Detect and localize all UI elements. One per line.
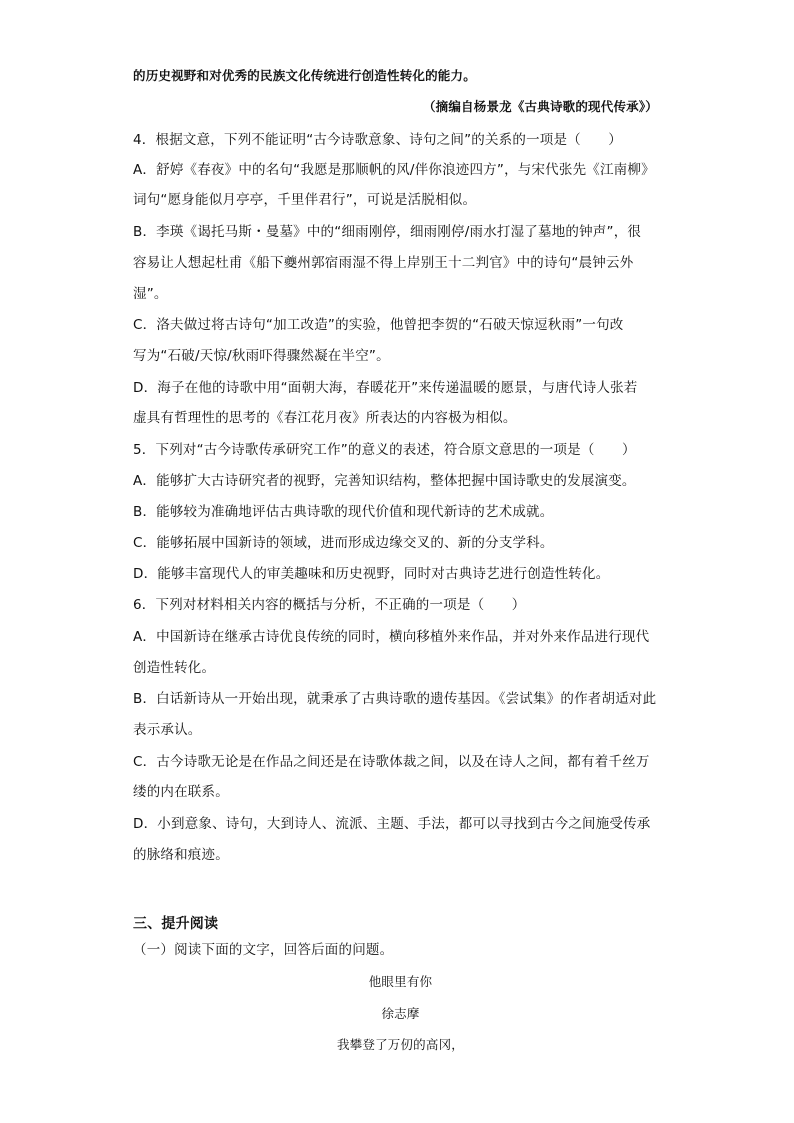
q4-option-b-line2: 容易让人想起杜甫《船下夔州郭宿雨湿不得上岸别王十二判官》中的诗句“晨钟云外	[133, 255, 634, 271]
passage-source: （摘编自杨景龙《古典诗歌的现代传承》）	[422, 99, 658, 114]
q6-option-d-line1: D．小到意象、诗句，大到诗人、流派、主题、手法，都可以寻找到古今之间施受传承	[133, 816, 651, 832]
passage-tail-line: 的历史视野和对优秀的民族文化传统进行创造性转化的能力。	[133, 68, 476, 83]
q4-option-b-line1: B．李瑛《谒托马斯・曼墓》中的“细雨刚停，细雨刚停/雨水打湿了墓地的钟声”，很	[133, 224, 642, 240]
q4-option-d-line1: D．海子在他的诗歌中用“面朝大海，春暖花开”来传递温暖的愿景，与唐代诗人张若	[133, 380, 638, 396]
q6-option-a-line1: A．中国新诗在继承古诗优良传统的同时，横向移植外来作品，并对外来作品进行现代	[133, 629, 650, 645]
q5-option-c: C．能够拓展中国新诗的领域，进而形成边缘交叉的、新的分支学科。	[133, 535, 554, 551]
q4-option-c-line1: C．洛夫做过将古诗句“加工改造”的实验，他曾把李贺的“石破天惊逗秋雨”一句改	[133, 317, 624, 333]
q6-option-a-line2: 创造性转化。	[133, 660, 216, 676]
q5-option-d: D．能够丰富现代人的审美趣味和历史视野，同时对古典诗艺进行创造性转化。	[133, 566, 610, 582]
q6-option-c-line2: 缕的内在联系。	[133, 784, 229, 800]
q6-option-d-line2: 的脉络和痕迹。	[133, 847, 229, 863]
poem-first-line: 我攀登了万仞的高冈，	[336, 1037, 464, 1052]
question-4-stem: 4．根据文意，下列不能证明“古今诗歌意象、诗句之间”的关系的一项是（ ）	[133, 132, 622, 148]
q6-option-b-line2: 表示承认。	[133, 722, 202, 738]
q5-option-b: B．能够较为准确地评估古典诗歌的现代价值和现代新诗的艺术成就。	[133, 504, 554, 520]
section-heading: 三、提升阅读	[133, 916, 219, 932]
q4-option-a-line2: 词句“愿身能似月亭亭，千里伴君行”，可说是活脱相似。	[133, 192, 477, 208]
q4-option-a-line1: A．舒婷《春夜》中的名句“我愿是那顺帆的风/伴你浪迹四方”，与宋代张先《江南柳》	[133, 162, 655, 178]
q6-option-c-line1: C．古今诗歌无论是在作品之间还是在诗歌体裁之间，以及在诗人之间，都有着千丝万	[133, 754, 650, 770]
question-5-stem: 5．下列对“古今诗歌传承研究工作”的意义的表述，符合原文意思的一项是（ ）	[133, 442, 636, 458]
q6-option-b-line1: B．白话新诗从一开始出现，就秉承了古典诗歌的遗传基因。《尝试集》的作者胡适对此	[133, 691, 657, 707]
q4-option-b-line3: 湿”。	[133, 286, 168, 302]
poem-author: 徐志摩	[381, 1006, 420, 1021]
question-6-stem: 6．下列对材料相关内容的概括与分析，不正确的一项是（ ）	[133, 597, 526, 613]
q5-option-a: A．能够扩大古诗研究者的视野，完善知识结构，整体把握中国诗歌史的发展演变。	[133, 473, 636, 489]
q4-option-c-line2: 写为“石破/天惊/秋雨吓得骤然凝在半空”。	[133, 348, 390, 364]
q4-option-d-line2: 虚具有哲理性的思考的《春江花月夜》所表达的内容极为相似。	[133, 410, 517, 426]
section-instruction: （一）阅读下面的文字，回答后面的问题。	[133, 942, 394, 958]
poem-title: 他眼里有你	[368, 974, 433, 989]
